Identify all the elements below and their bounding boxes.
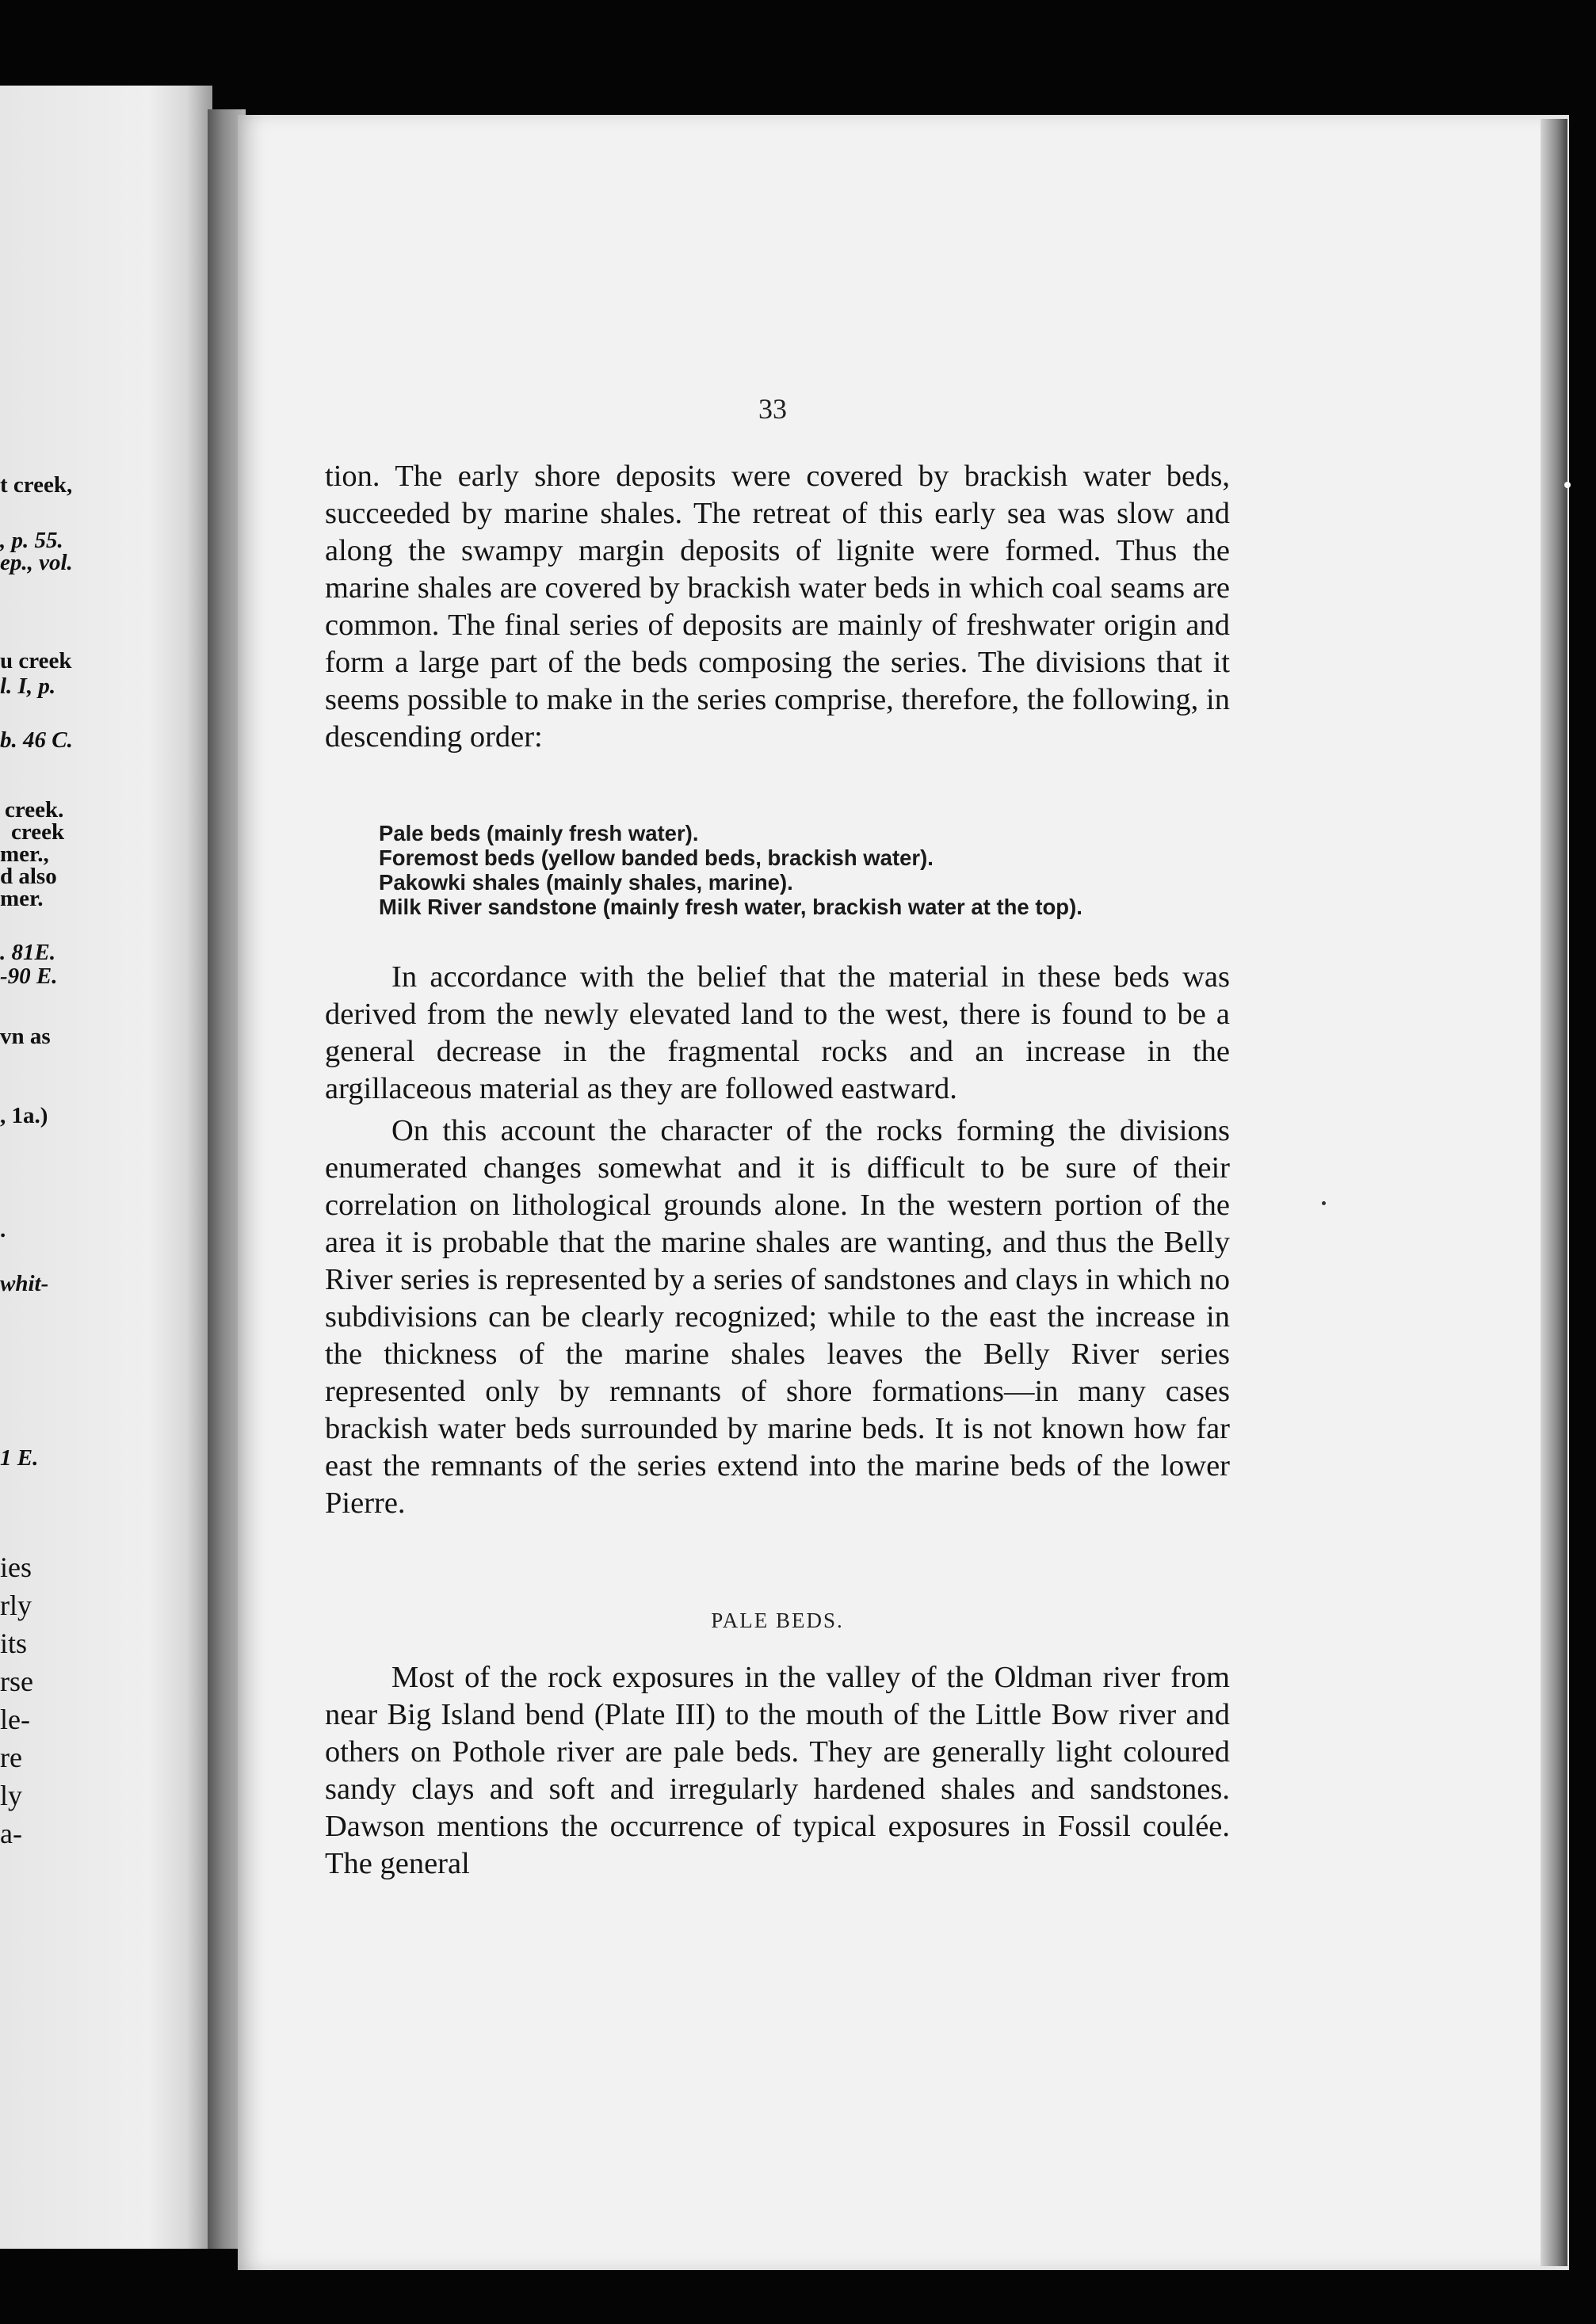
paragraph: In accordance with the belief that the material in these beds was derived from the newly elevated land to the west, there is found to be a general decrease in the fragmental rocks and an increase in the argillaceous material as they are followed eastward. — [325, 960, 1230, 1105]
left-margin-line: re — [0, 1742, 22, 1773]
left-margin-line: 1 E. — [0, 1445, 39, 1471]
page-edge — [1541, 119, 1567, 2266]
left-margin-line: le- — [0, 1704, 30, 1735]
scan-speck — [1322, 1201, 1326, 1205]
scan-speck — [1564, 482, 1571, 488]
list-item: Pakowki shales (mainly shales, marine). — [379, 870, 793, 895]
list-item: Foremost beds (yellow banded beds, brackish water). — [379, 845, 934, 870]
left-margin-line: u creek — [0, 648, 72, 674]
left-margin-line: vn as — [0, 1024, 51, 1049]
left-facing-page — [0, 86, 212, 2249]
left-margin-line: ep., vol. — [0, 550, 73, 575]
left-margin-line: a- — [0, 1818, 22, 1849]
list-item: Milk River sandstone (mainly fresh water, brackish water at the top). — [379, 895, 1082, 919]
left-margin-line: rse — [0, 1666, 33, 1697]
left-margin-line: mer., — [0, 841, 49, 867]
left-margin-line: creek — [11, 819, 65, 845]
left-margin-line: , 1a.) — [0, 1103, 48, 1128]
left-margin-line: rly — [0, 1589, 32, 1621]
left-margin-line: t creek, — [0, 472, 73, 498]
page-number: 33 — [758, 393, 787, 425]
left-margin-line: mer. — [0, 886, 44, 911]
left-margin-line: its — [0, 1628, 28, 1659]
left-margin-line: ly — [0, 1780, 23, 1811]
left-margin-line: creek. — [5, 797, 64, 822]
section-heading: PALE BEDS. — [711, 1608, 844, 1632]
list-item: Pale beds (mainly fresh water). — [379, 821, 699, 845]
paragraph: tion. The early shore deposits were covered by brackish water beds, succeeded by marine shales. The retreat of this early sea was slow and along the swampy margin deposits of lignite were formed. Thus the marine shales are covered by brackish water beds in which coal seams are common. The final series of deposits are mainly of freshwater origin and form a large part of the beds composing the series. The divisions that it seems possible to make in the series comprise, therefore, the following, in descending order: — [325, 460, 1230, 754]
left-margin-line: l. I, p. — [0, 674, 56, 699]
left-margin-line: ies — [0, 1551, 32, 1583]
left-margin-line: -90 E. — [0, 964, 58, 989]
left-margin-line: d also — [0, 864, 57, 889]
divisions-list — [379, 821, 1250, 919]
left-margin-line: , p. 55. — [0, 528, 63, 553]
left-margin-line: b. 46 C. — [0, 727, 73, 753]
paragraph: Most of the rock exposures in the valley of the Oldman river from near Big Island bend (Plate III) to the mouth of the Little Bow river and others on Pothole river are pale beds. They are generally light coloured sandy clays and soft and irregularly hardened shales and sandstones. Dawson mentions the occurrence of typical exposures in Fossil coulée. The general — [325, 1661, 1230, 1880]
left-margin-line: . — [0, 1217, 6, 1242]
left-margin-line: whit- — [0, 1271, 49, 1296]
paragraph: On this account the character of the rocks forming the divisions enumerated changes somewhat and it is difficult to be sure of their correlation on lithological grounds alone. In the western portion of the area it is probable that the marine shales are wanting, and thus the Belly River series is represented by a series of sandstones and clays in which no subdivisions can be clearly recognized; while to the east the increase in the thickness of the marine shales leaves the Belly River series represented only by remnants of shore formations—in many cases brackish water beds surrounded by marine beds. It is not known how far east the remnants of the series extend into the marine beds of the lower Pierre. — [325, 1114, 1230, 1520]
left-margin-line: . 81E. — [0, 940, 56, 965]
